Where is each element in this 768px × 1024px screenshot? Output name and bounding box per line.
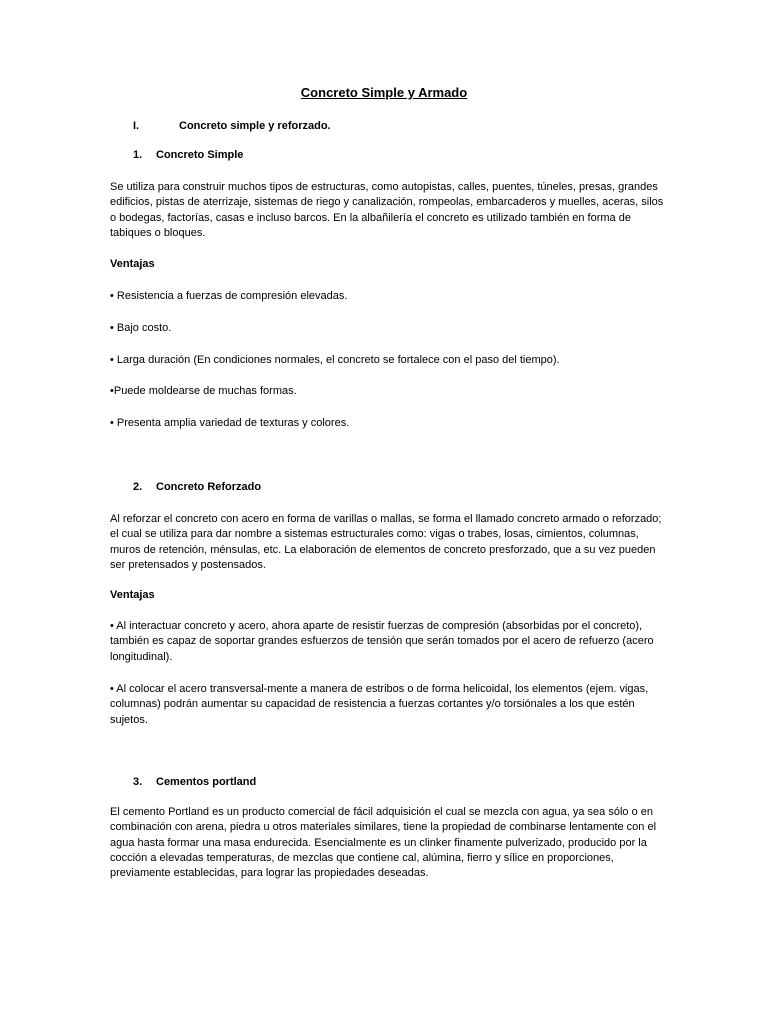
section-label: Concreto simple y reforzado.	[179, 120, 331, 132]
subsection-heading-1	[133, 149, 243, 161]
document-title: Concreto Simple y Armado	[300, 85, 468, 100]
subsection-label: Cementos portland	[156, 776, 257, 788]
ventajas-label-2: Ventajas	[110, 589, 155, 601]
paragraph-concreto-reforzado: Al reforzar el concreto con acero en forma de varillas o mallas, se forma el llamado concreto armado o reforzado; el cual se utiliza para dar nombre a sistemas estructurales como: vigas o trabes, losas, cimientos, columnas, muros de retención, ménsulas, etc. La elaboración de elementos de concreto presforzado, que a su vez pueden ser pretensados y postensados.	[110, 513, 662, 571]
bullet-item: • Larga duración (En condiciones normales, el concreto se fortalece con el paso del tiempo).	[110, 354, 560, 366]
subsection-heading-3	[133, 776, 256, 788]
bullet-item: • Presenta amplia variedad de texturas y colores.	[110, 417, 350, 429]
subsection-number: 2.	[133, 481, 143, 493]
bullet-item: • Bajo costo.	[110, 322, 172, 334]
section-number: I.	[133, 120, 140, 132]
subsection-number: 1.	[133, 149, 143, 161]
subsection-label: Concreto Simple	[156, 149, 244, 161]
section-heading-i	[133, 120, 331, 132]
bullet-item: •Puede moldearse de muchas formas.	[110, 385, 297, 397]
bullet-item: • Resistencia a fuerzas de compresión elevadas.	[110, 290, 348, 302]
paragraph-concreto-simple: Se utiliza para construir muchos tipos de estructuras, como autopistas, calles, puentes, túneles, presas, grandes edificios, pistas de aterrizaje, sistemas de riego y canalización, rompeolas, embarcaderos y muelles, aceras, silos o bodegas, factorías, casas e incluso barcos. En la albañilería el concreto es utilizado también en forma de tabiques o bloques.	[110, 181, 664, 239]
bullet-item: • Al interactuar concreto y acero, ahora aparte de resistir fuerzas de compresión (absorbidas por el concreto), también es capaz de soportar grandes esfuerzos de tensión que serán tomados por el acero de refuerzo (acero longitudinal).	[110, 620, 654, 663]
subsection-number: 3.	[133, 776, 143, 788]
paragraph-cementos-portland: El cemento Portland es un producto comercial de fácil adquisición el cual se mezcla con agua, ya sea sólo o en combinación con arena, piedra u otros materiales similares, tiene la propiedad de combinarse lentamente con el agua hasta formar una masa endurecida. Esencialmente es un clinker finamente pulverizado, producido por la cocción a elevadas temperaturas, de mezclas que contiene cal, alúmina, fierro y sílice en proporciones, previamente establecidas, para lograr las propiedades deseadas.	[110, 806, 657, 880]
subsection-label: Concreto Reforzado	[156, 481, 262, 493]
bullet-item: • Al colocar el acero transversal-mente a manera de estribos o de forma helicoidal, los elementos (ejem. vigas, columnas) podrán aumentar su capacidad de resistencia a fuerzas cortantes y/o torsiónales a los que estén sujetos.	[110, 683, 649, 726]
subsection-heading-2	[133, 481, 261, 493]
ventajas-label-1: Ventajas	[110, 258, 155, 270]
